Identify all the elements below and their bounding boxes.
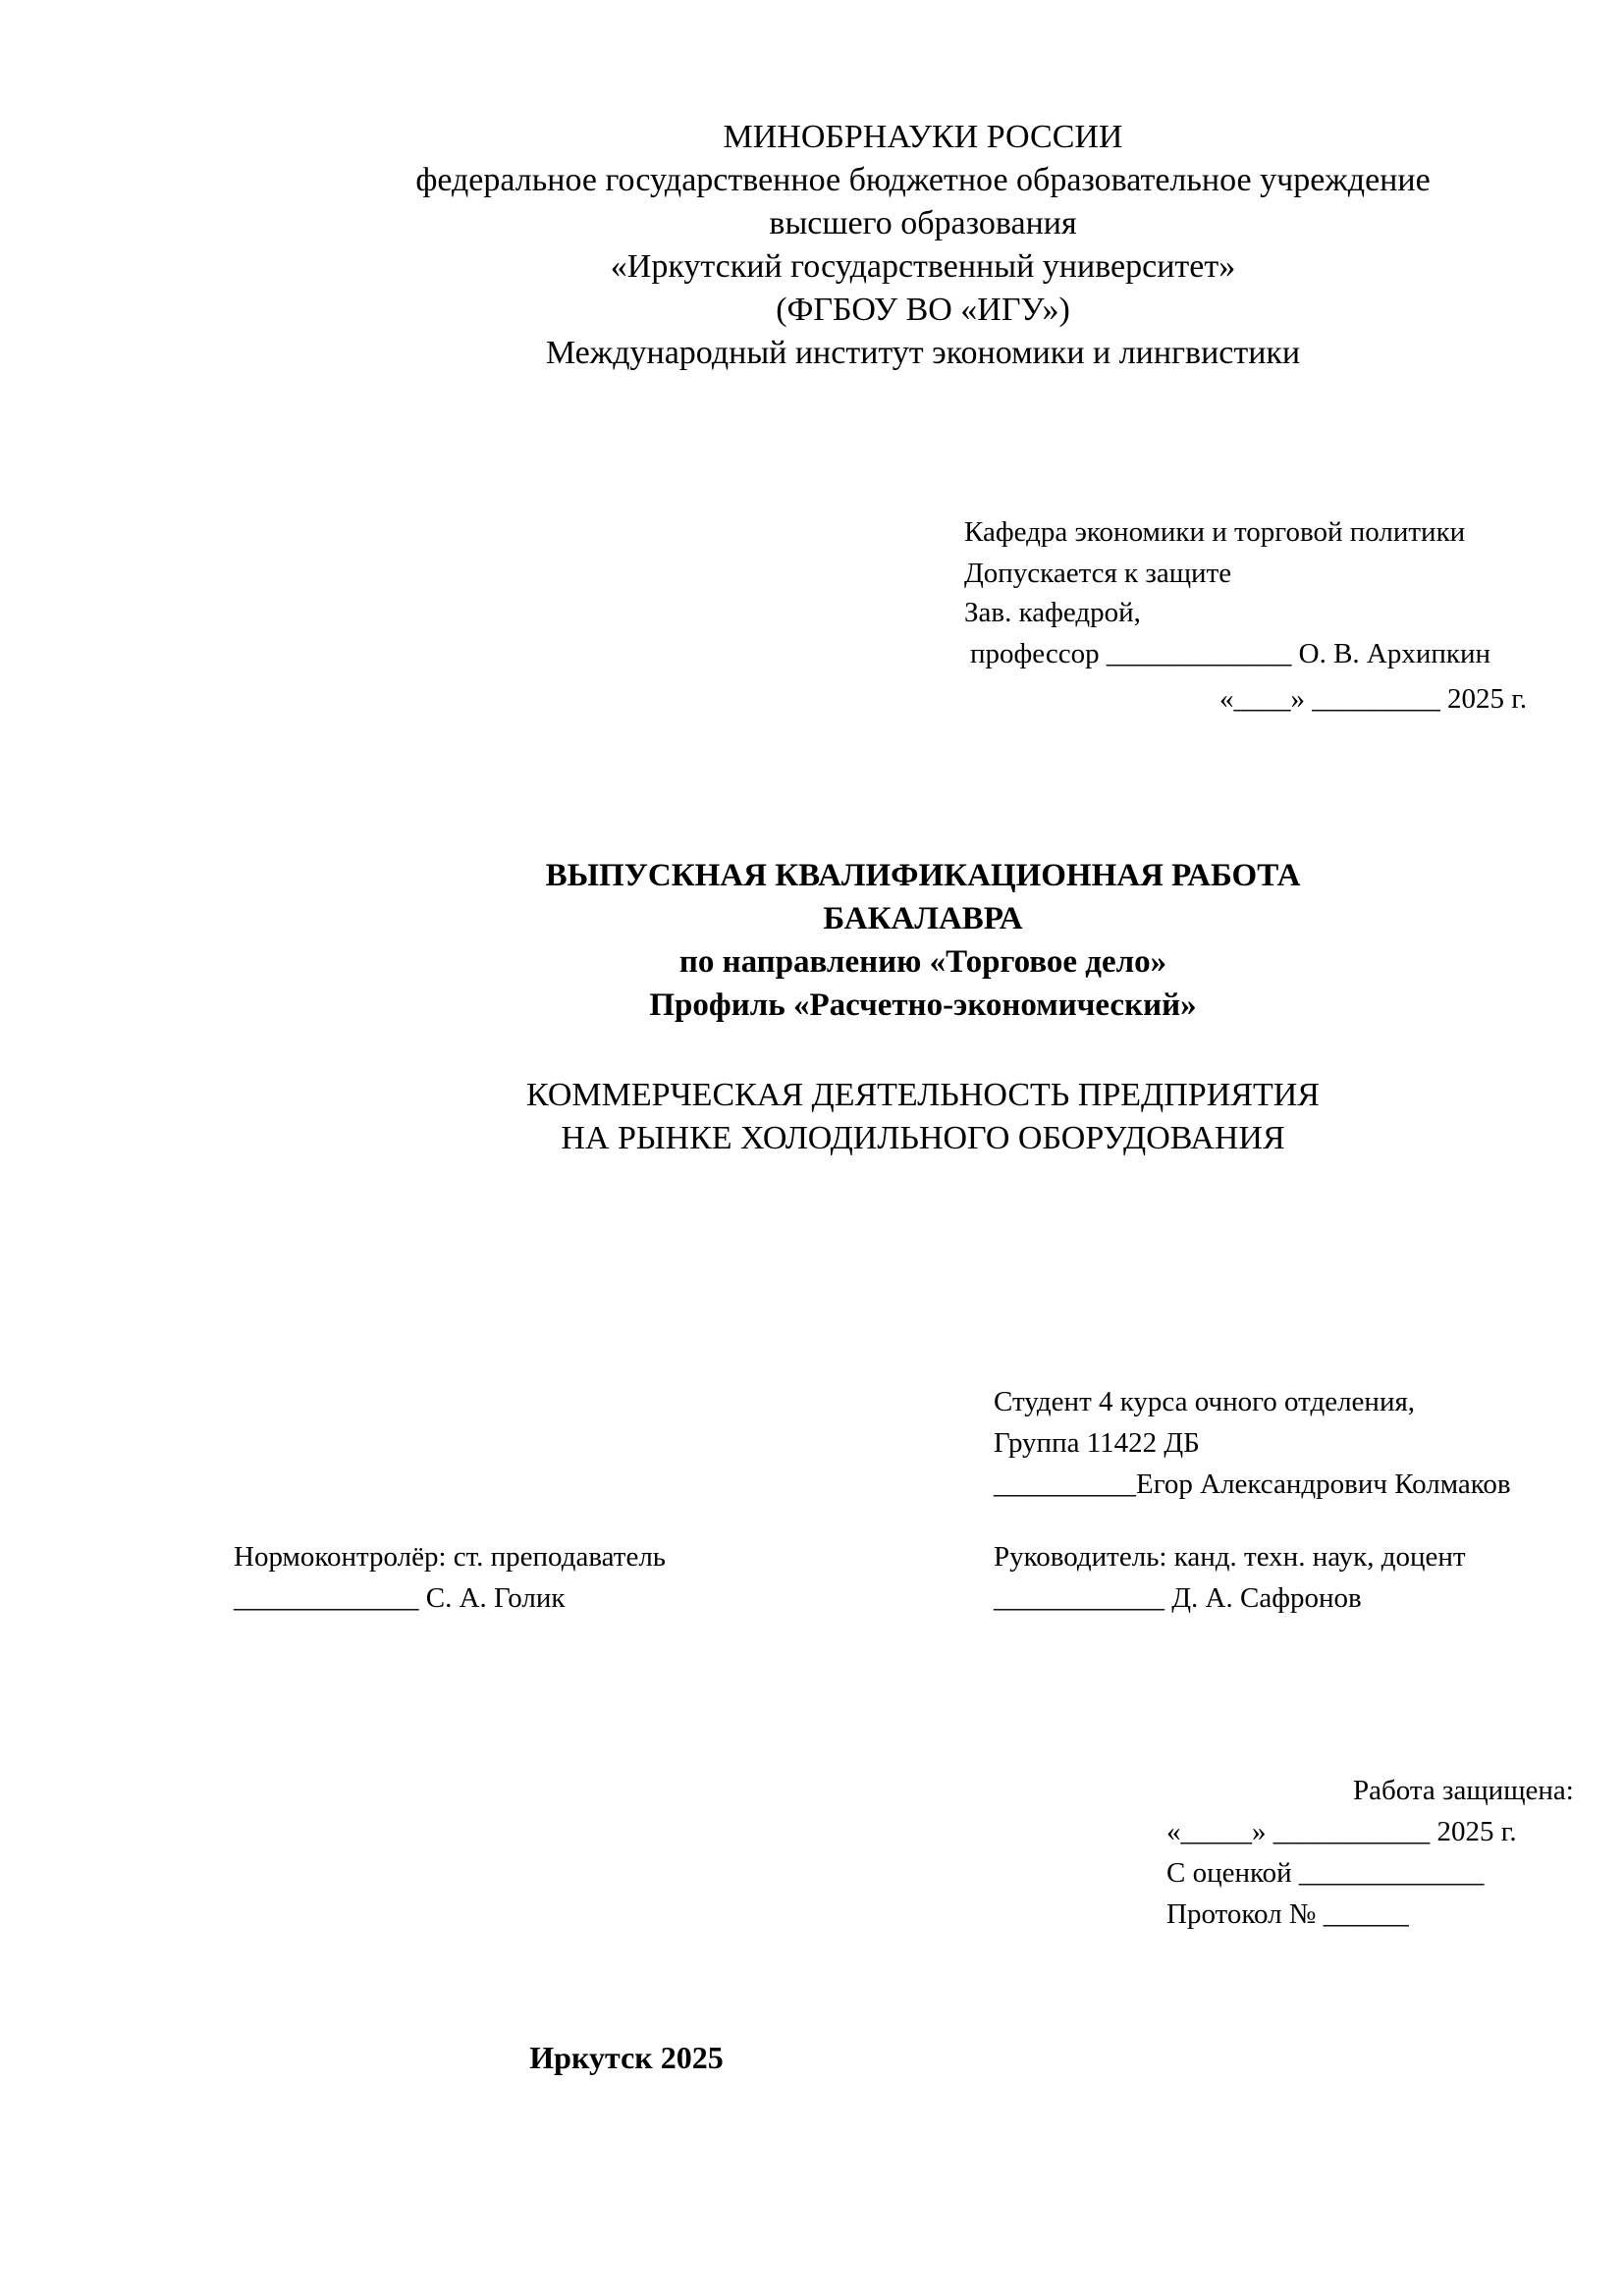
defense-protocol: Протокол № ______ (1166, 1898, 1409, 1930)
university-name: «Иркутский государственный университет» (610, 248, 1236, 285)
admitted-to-defense: Допускается к защите (964, 558, 1232, 589)
ministry-heading: МИНОБРНАУКИ РОССИИ (723, 119, 1123, 155)
supervisor-signature: ____________ Д. А. Сафронов (994, 1582, 1362, 1614)
head-of-department: Зав. кафедрой, (964, 597, 1141, 628)
institute-name: Международный институт экономики и лингвистики (545, 335, 1301, 371)
defense-date: «_____» ___________ 2025 г. (1166, 1816, 1517, 1847)
supervisor-title: Руководитель: канд. техн. наук, доцент (994, 1541, 1466, 1573)
student-signature: __________Егор Александрович Колмаков (994, 1468, 1511, 1500)
institution-type-line: федеральное государственное бюджетное образовательное учреждение (415, 162, 1431, 198)
topic-line-2: НА РЫНКЕ ХОЛОДИЛЬНОГО ОБОРУДОВАНИЯ (561, 1120, 1285, 1156)
profile-title: Профиль «Расчетно-экономический» (649, 988, 1197, 1023)
institution-level-line: высшего образования (769, 205, 1077, 241)
student-group: Группа 11422 ДБ (994, 1427, 1200, 1459)
approval-date: «____» _________ 2025 г. (1219, 683, 1528, 715)
direction-title: по направлению «Торговое дело» (678, 944, 1167, 980)
defense-grade: С оценкой _____________ (1166, 1857, 1485, 1889)
normcontrol-signature: _____________ С. А. Голик (234, 1582, 566, 1614)
topic-line-1: КОММЕРЧЕСКАЯ ДЕЯТЕЛЬНОСТЬ ПРЕДПРИЯТИЯ (526, 1077, 1320, 1113)
department-name: Кафедра экономики и торговой политики (964, 516, 1466, 548)
city-year: Иркутск 2025 (529, 2040, 724, 2075)
work-type-title: ВЫПУСКНАЯ КВАЛИФИКАЦИОННАЯ РАБОТА (545, 858, 1301, 893)
professor-signature: профессор _____________ О. В. Архипкин (970, 638, 1491, 669)
defense-heading: Работа защищена: (1353, 1775, 1574, 1806)
normcontrol-title: Нормоконтролёр: ст. преподаватель (234, 1541, 667, 1573)
degree-title: БАКАЛАВРА (823, 901, 1023, 936)
student-course: Студент 4 курса очного отделения, (994, 1386, 1416, 1417)
university-abbreviation: (ФГБОУ ВО «ИГУ») (776, 292, 1070, 328)
